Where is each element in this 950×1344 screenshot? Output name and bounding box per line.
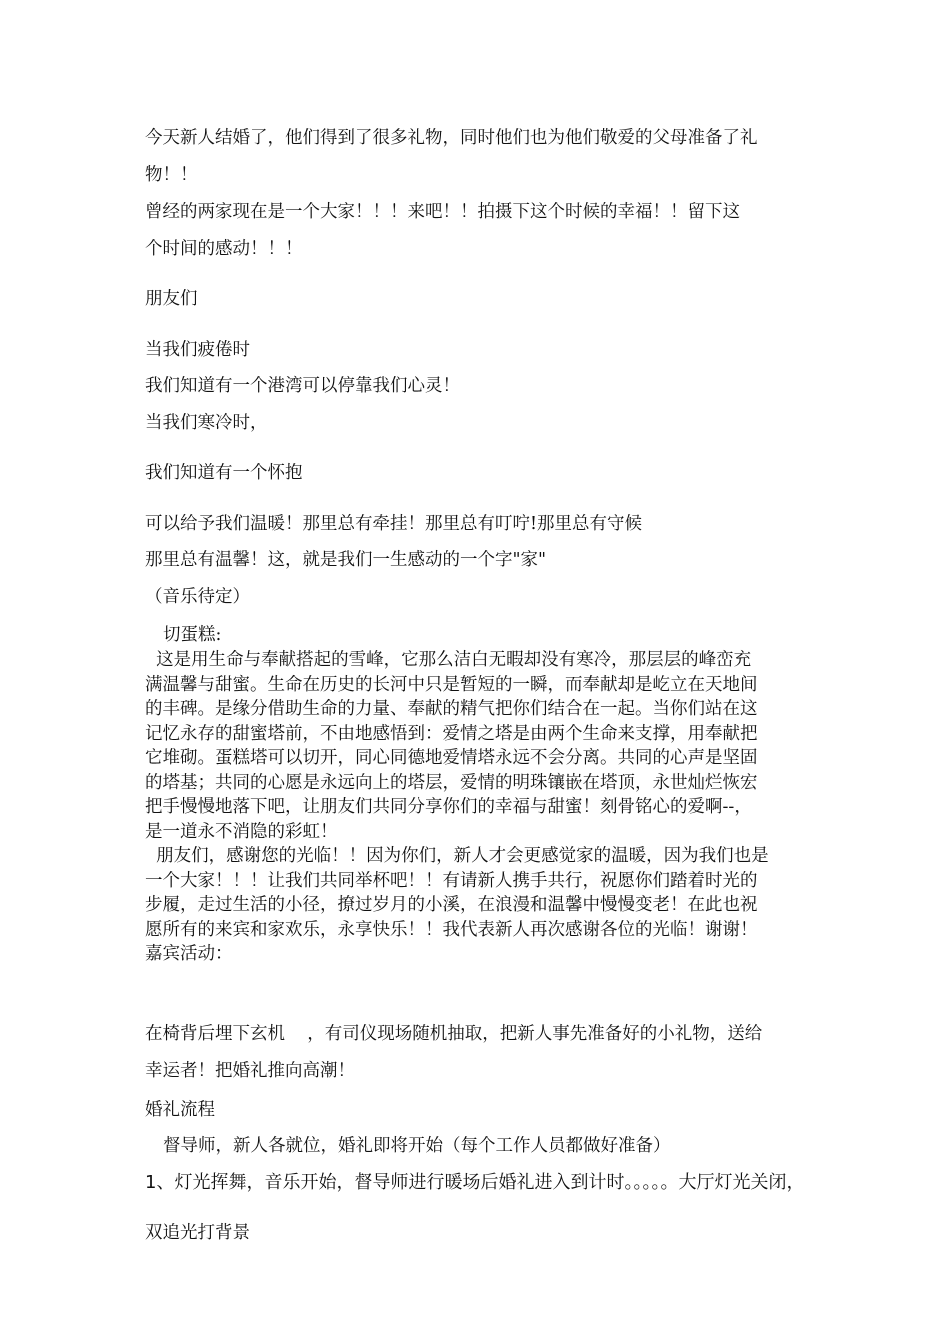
thanks-speech-line: 朋友们，感谢您的光临！！因为你们，新人才会更感觉家的温暖，因为我们也是 (145, 846, 769, 866)
cake-speech-line: 是一道永不消隐的彩虹！ (145, 821, 338, 842)
paragraph-gifts-line-1: 今天新人结婚了，他们得到了很多礼物，同时他们也为他们敬爱的父母准备了礼 (145, 128, 758, 148)
guest-activity-heading: 嘉宾活动： (145, 944, 233, 964)
thanks-speech-line: 愿所有的来宾和家欢乐，永享快乐！！我代表新人再次感谢各位的光临！谢谢！ (145, 919, 758, 940)
cake-speech-line: 的丰碑。是缘分借助生命的力量、奉献的精气把你们结合在一起。当你们站在这 (145, 699, 758, 719)
step-1-line: 1、灯光挥舞，音乐开始，督导师进行暖场后婚礼进入到计时。。。。。大厅灯光关闭， (145, 1172, 805, 1193)
cake-speech-line: 这是用生命与奉献搭起的雪峰，它那么洁白无暇却没有寒冷，那层层的峰峦充 (145, 650, 752, 670)
cold-line: 当我们寒冷时， (145, 413, 268, 433)
warmth-line: 可以给予我们温暖！那里总有牵挂！那里总有叮咛!那里总有守候 (145, 514, 643, 534)
embrace-line: 我们知道有一个怀抱 (145, 463, 303, 483)
cake-speech-line: 满温馨与甜蜜。生命在历史的长河中只是暂短的一瞬，而奉献却是屹立在天地间 (145, 674, 758, 695)
home-word-line: 那里总有温馨！这，就是我们一生感动的一个字"家" (145, 550, 547, 570)
supervisor-line: 督导师，新人各就位，婚礼即将开始（每个工作人员都做好准备） (163, 1136, 671, 1156)
step-1-continuation: 双追光打背景 (145, 1223, 250, 1243)
thanks-speech-line: 一个大家！！！让我们共同举杯吧！！有请新人携手共行，祝愿你们踏着时光的 (145, 870, 758, 891)
music-pending-line: （音乐待定） (145, 587, 250, 607)
guest-activity-line-1: 在椅背后埋下玄机 ，有司仪现场随机抽取，把新人事先准备好的小礼物，送给 (145, 1024, 763, 1044)
cake-speech-line: 的塔基；共同的心愿是永远向上的塔层，爱情的明珠镶嵌在塔顶，永世灿烂恢宏 (145, 772, 758, 793)
harbor-line: 我们知道有一个港湾可以停靠我们心灵！ (145, 376, 460, 396)
cake-heading: 切蛋糕: (163, 625, 222, 645)
cake-speech-line: 把手慢慢地落下吧，让朋友们共同分享你们的幸福与甜蜜！刻骨铭心的爱啊--， (145, 797, 752, 817)
guest-activity-line-2: 幸运者！把婚礼推向高潮！ (145, 1061, 355, 1081)
paragraph-family-line-1: 曾经的两家现在是一个大家！！！来吧！！拍摄下这个时候的幸福！！留下这 (145, 202, 740, 222)
cake-speech-line: 它堆砌。蛋糕塔可以切开，同心同德地爱情塔永远不会分离。共同的心声是坚固 (145, 748, 758, 768)
tired-line: 当我们疲倦时 (145, 340, 250, 360)
cake-speech-block (145, 648, 825, 967)
process-heading: 婚礼流程 (145, 1100, 215, 1120)
thanks-speech-line: 步履，走过生活的小径，撩过岁月的小溪，在浪漫和温馨中慢慢变老！在此也祝 (145, 895, 758, 915)
cake-speech-line: 记忆永存的甜蜜塔前，不由地感悟到：爱情之塔是由两个生命来支撑，用奉献把 (145, 723, 758, 744)
friends-line: 朋友们 (145, 289, 198, 309)
paragraph-family-line-2: 个时间的感动！！！ (145, 239, 303, 259)
paragraph-gifts-line-2: 物！！ (145, 165, 198, 185)
